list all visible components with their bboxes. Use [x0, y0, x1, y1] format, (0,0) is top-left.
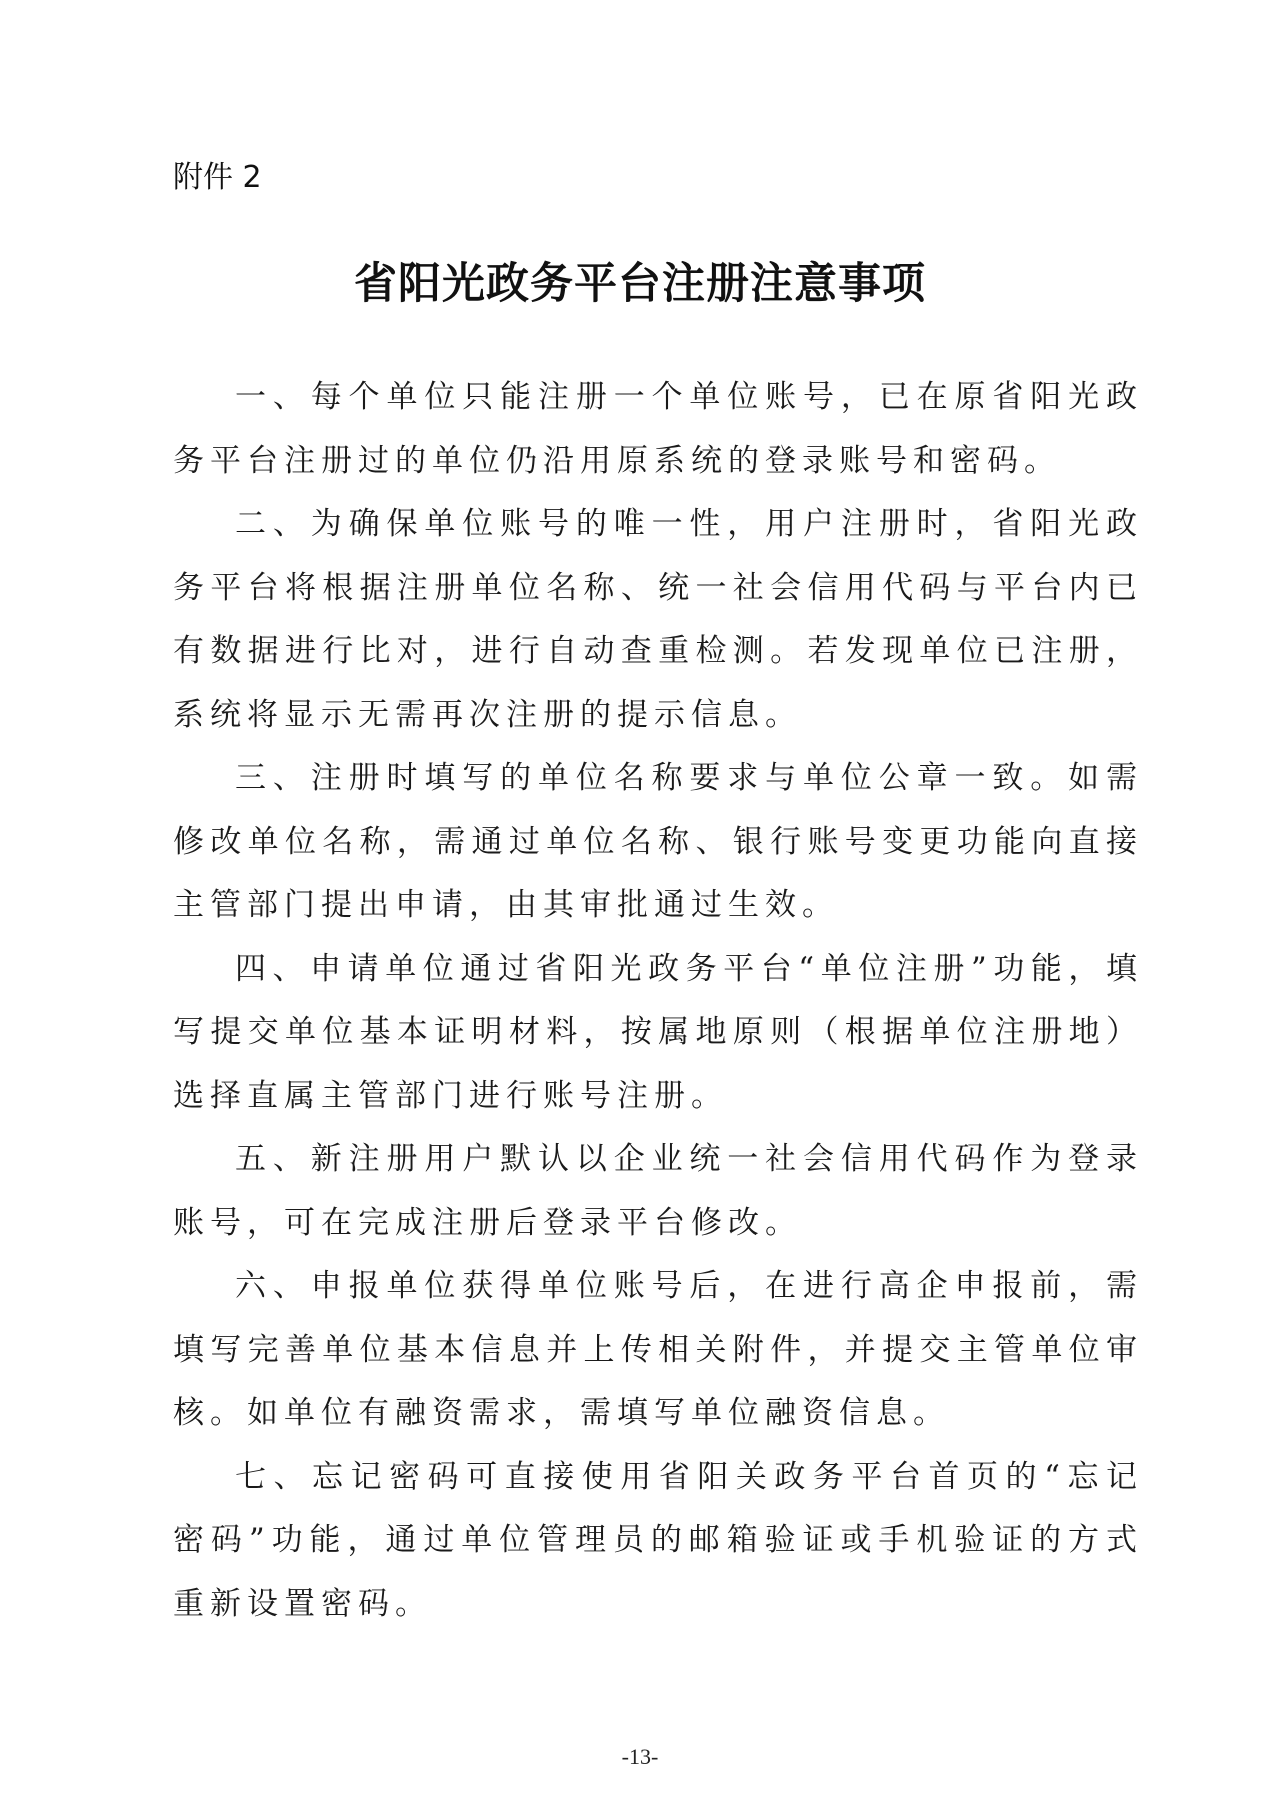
paragraph-1: 一、每个单位只能注册一个单位账号，已在原省阳光政务平台注册过的单位仍沿用原系统的登录账号和密码。 — [173, 379, 1143, 479]
attachment-label: 附件 2 — [173, 160, 262, 195]
paragraph-2: 二、为确保单位账号的唯一性，用户注册时，省阳光政务平台将根据注册单位名称、统一社会信用代码与平台内已有数据进行比对，进行自动查重检测。若发现单位已注册，系统将显示无需再次注册的提示信息。 — [173, 506, 1143, 733]
paragraph-5: 五、新注册用户默认以企业统一社会信用代码作为登录账号，可在完成注册后登录平台修改。 — [173, 1141, 1143, 1241]
paragraph-6: 六、申报单位获得单位账号后，在进行高企申报前，需填写完善单位基本信息并上传相关附件，并提交主管单位审核。如单位有融资需求，需填写单位融资信息。 — [173, 1268, 1143, 1431]
page-title: 省阳光政务平台注册注意事项 — [354, 258, 926, 309]
document-body — [173, 366, 1143, 1636]
paragraph-4: 四、申请单位通过省阳光政务平台“单位注册”功能，填写提交单位基本证明材料，按属地原则（根据单位注册地）选择直属主管部门进行账号注册。 — [173, 950, 1143, 1114]
page-number: -13- — [621, 1744, 659, 1769]
paragraph-7: 七、忘记密码可直接使用省阳关政务平台首页的“忘记密码”功能，通过单位管理员的邮箱验证或手机验证的方式重新设置密码。 — [173, 1458, 1143, 1622]
paragraph-3: 三、注册时填写的单位名称要求与单位公章一致。如需修改单位名称，需通过单位名称、银行账号变更功能向直接主管部门提出申请，由其审批通过生效。 — [173, 760, 1143, 923]
